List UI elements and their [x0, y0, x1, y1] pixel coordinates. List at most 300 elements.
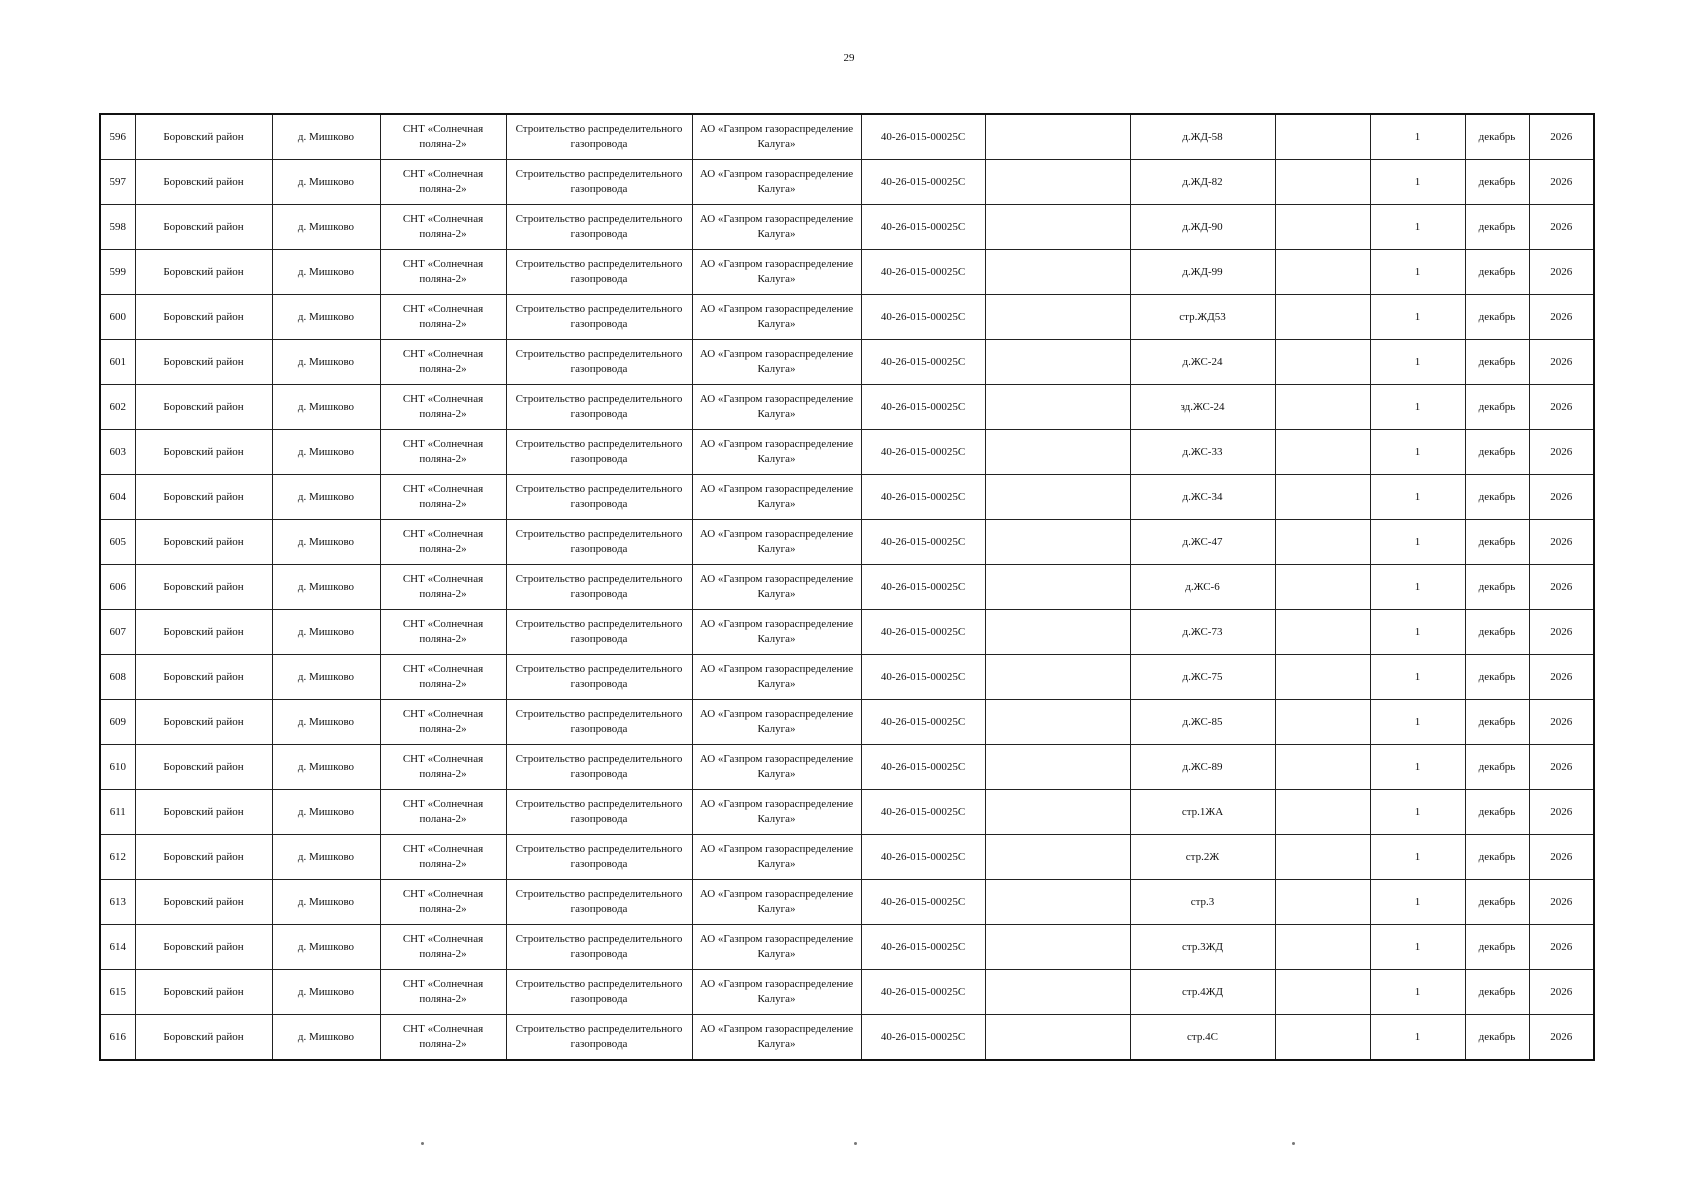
organization-cell: АО «Газпром газораспределение Калуга»: [692, 385, 861, 430]
registry-code-cell: 40-26-015-00025С: [861, 205, 985, 250]
district-cell: Боровский район: [135, 114, 272, 160]
registry-code-cell: 40-26-015-00025С: [861, 790, 985, 835]
registry-code-cell: 40-26-015-00025С: [861, 340, 985, 385]
empty-cell-cell: [985, 114, 1130, 160]
quantity-cell: 1: [1370, 205, 1465, 250]
month-cell: декабрь: [1465, 970, 1529, 1015]
organization-cell: АО «Газпром газораспределение Калуга»: [692, 340, 861, 385]
empty-cell-cell: [985, 295, 1130, 340]
district-cell: Боровский район: [135, 250, 272, 295]
empty-cell-cell: [1275, 610, 1370, 655]
organization-cell: АО «Газпром газораспределение Калуга»: [692, 114, 861, 160]
object-name-cell: СНТ «Солнечная поляна-2»: [380, 385, 506, 430]
address-cell: д.ЖС-33: [1130, 430, 1275, 475]
object-name-cell: СНТ «Солнечная полана-2»: [380, 790, 506, 835]
row-number-cell: 614: [100, 925, 135, 970]
year-cell: 2026: [1529, 790, 1594, 835]
table-row: [100, 250, 1594, 295]
registry-code-cell: 40-26-015-00025С: [861, 745, 985, 790]
quantity-cell: 1: [1370, 835, 1465, 880]
empty-cell-cell: [1275, 114, 1370, 160]
empty-cell-cell: [1275, 475, 1370, 520]
object-name-cell: СНТ «Солнечная поляна-2»: [380, 205, 506, 250]
settlement-cell: д. Мишково: [272, 205, 380, 250]
year-cell: 2026: [1529, 1015, 1594, 1061]
table-row: [100, 1015, 1594, 1061]
month-cell: декабрь: [1465, 430, 1529, 475]
settlement-cell: д. Мишково: [272, 610, 380, 655]
year-cell: 2026: [1529, 205, 1594, 250]
row-number-cell: 605: [100, 520, 135, 565]
row-number-cell: 604: [100, 475, 135, 520]
row-number-cell: 609: [100, 700, 135, 745]
empty-cell-cell: [985, 970, 1130, 1015]
empty-cell-cell: [1275, 655, 1370, 700]
organization-cell: АО «Газпром газораспределение Калуга»: [692, 520, 861, 565]
work-type-cell: Строительство распределительного газопровода: [506, 790, 692, 835]
month-cell: декабрь: [1465, 160, 1529, 205]
row-number-cell: 602: [100, 385, 135, 430]
registry-code-cell: 40-26-015-00025С: [861, 835, 985, 880]
settlement-cell: д. Мишково: [272, 790, 380, 835]
address-cell: зд.ЖС-24: [1130, 385, 1275, 430]
year-cell: 2026: [1529, 565, 1594, 610]
quantity-cell: 1: [1370, 700, 1465, 745]
registry-code-cell: 40-26-015-00025С: [861, 925, 985, 970]
organization-cell: АО «Газпром газораспределение Калуга»: [692, 475, 861, 520]
district-cell: Боровский район: [135, 385, 272, 430]
settlement-cell: д. Мишково: [272, 520, 380, 565]
empty-cell-cell: [1275, 700, 1370, 745]
quantity-cell: 1: [1370, 430, 1465, 475]
registry-code-cell: 40-26-015-00025С: [861, 250, 985, 295]
district-cell: Боровский район: [135, 205, 272, 250]
table-row: [100, 745, 1594, 790]
address-cell: д.ЖС-73: [1130, 610, 1275, 655]
address-cell: д.ЖС-47: [1130, 520, 1275, 565]
empty-cell-cell: [985, 610, 1130, 655]
organization-cell: АО «Газпром газораспределение Калуга»: [692, 430, 861, 475]
object-name-cell: СНТ «Солнечная поляна-2»: [380, 520, 506, 565]
settlement-cell: д. Мишково: [272, 1015, 380, 1061]
settlement-cell: д. Мишково: [272, 745, 380, 790]
settlement-cell: д. Мишково: [272, 925, 380, 970]
object-name-cell: СНТ «Солнечная поляна-2»: [380, 114, 506, 160]
empty-cell-cell: [1275, 295, 1370, 340]
organization-cell: АО «Газпром газораспределение Калуга»: [692, 970, 861, 1015]
settlement-cell: д. Мишково: [272, 565, 380, 610]
year-cell: 2026: [1529, 295, 1594, 340]
month-cell: декабрь: [1465, 565, 1529, 610]
empty-cell-cell: [985, 565, 1130, 610]
settlement-cell: д. Мишково: [272, 340, 380, 385]
quantity-cell: 1: [1370, 520, 1465, 565]
month-cell: декабрь: [1465, 475, 1529, 520]
quantity-cell: 1: [1370, 160, 1465, 205]
district-cell: Боровский район: [135, 655, 272, 700]
table-row: [100, 790, 1594, 835]
empty-cell-cell: [985, 160, 1130, 205]
empty-cell-cell: [985, 835, 1130, 880]
organization-cell: АО «Газпром газораспределение Калуга»: [692, 925, 861, 970]
table-row: [100, 340, 1594, 385]
year-cell: 2026: [1529, 655, 1594, 700]
address-cell: стр.1ЖА: [1130, 790, 1275, 835]
month-cell: декабрь: [1465, 700, 1529, 745]
settlement-cell: д. Мишково: [272, 835, 380, 880]
registry-code-cell: 40-26-015-00025С: [861, 880, 985, 925]
registry-code-cell: 40-26-015-00025С: [861, 970, 985, 1015]
work-type-cell: Строительство распределительного газопровода: [506, 925, 692, 970]
object-name-cell: СНТ «Солнечная поляна-2»: [380, 835, 506, 880]
work-type-cell: Строительство распределительного газопровода: [506, 1015, 692, 1061]
work-type-cell: Строительство распределительного газопровода: [506, 700, 692, 745]
object-name-cell: СНТ «Солнечная поляна-2»: [380, 1015, 506, 1061]
object-name-cell: СНТ «Солнечная поляна-2»: [380, 565, 506, 610]
empty-cell-cell: [1275, 925, 1370, 970]
empty-cell-cell: [1275, 205, 1370, 250]
gasification-table: [99, 113, 1595, 1061]
address-cell: д.ЖС-89: [1130, 745, 1275, 790]
row-number-cell: 600: [100, 295, 135, 340]
empty-cell-cell: [1275, 520, 1370, 565]
address-cell: стр.4ЖД: [1130, 970, 1275, 1015]
empty-cell-cell: [985, 340, 1130, 385]
empty-cell-cell: [985, 250, 1130, 295]
row-number-cell: 607: [100, 610, 135, 655]
organization-cell: АО «Газпром газораспределение Калуга»: [692, 880, 861, 925]
address-cell: стр.2Ж: [1130, 835, 1275, 880]
empty-cell-cell: [985, 790, 1130, 835]
object-name-cell: СНТ «Солнечная поляна-2»: [380, 925, 506, 970]
object-name-cell: СНТ «Солнечная поляна-2»: [380, 160, 506, 205]
month-cell: декабрь: [1465, 520, 1529, 565]
row-number-cell: 615: [100, 970, 135, 1015]
object-name-cell: СНТ «Солнечная поляна-2»: [380, 610, 506, 655]
district-cell: Боровский район: [135, 520, 272, 565]
empty-cell-cell: [985, 205, 1130, 250]
address-cell: д.ЖД-82: [1130, 160, 1275, 205]
empty-cell-cell: [985, 1015, 1130, 1061]
quantity-cell: 1: [1370, 475, 1465, 520]
table-row: [100, 835, 1594, 880]
registry-code-cell: 40-26-015-00025С: [861, 430, 985, 475]
work-type-cell: Строительство распределительного газопровода: [506, 520, 692, 565]
table-row: [100, 160, 1594, 205]
year-cell: 2026: [1529, 520, 1594, 565]
organization-cell: АО «Газпром газораспределение Калуга»: [692, 835, 861, 880]
table-row: [100, 430, 1594, 475]
year-cell: 2026: [1529, 745, 1594, 790]
registry-code-cell: 40-26-015-00025С: [861, 610, 985, 655]
organization-cell: АО «Газпром газораспределение Калуга»: [692, 205, 861, 250]
empty-cell-cell: [985, 385, 1130, 430]
empty-cell-cell: [985, 880, 1130, 925]
month-cell: декабрь: [1465, 295, 1529, 340]
table-row: [100, 114, 1594, 160]
month-cell: декабрь: [1465, 250, 1529, 295]
work-type-cell: Строительство распределительного газопровода: [506, 340, 692, 385]
scan-mark: [854, 1142, 857, 1145]
table-row: [100, 520, 1594, 565]
row-number-cell: 596: [100, 114, 135, 160]
work-type-cell: Строительство распределительного газопровода: [506, 114, 692, 160]
district-cell: Боровский район: [135, 340, 272, 385]
month-cell: декабрь: [1465, 1015, 1529, 1061]
object-name-cell: СНТ «Солнечная поляна-2»: [380, 880, 506, 925]
quantity-cell: 1: [1370, 565, 1465, 610]
quantity-cell: 1: [1370, 970, 1465, 1015]
month-cell: декабрь: [1465, 790, 1529, 835]
year-cell: 2026: [1529, 700, 1594, 745]
month-cell: декабрь: [1465, 385, 1529, 430]
year-cell: 2026: [1529, 160, 1594, 205]
year-cell: 2026: [1529, 610, 1594, 655]
scan-mark: [1292, 1142, 1295, 1145]
empty-cell-cell: [985, 655, 1130, 700]
year-cell: 2026: [1529, 880, 1594, 925]
settlement-cell: д. Мишково: [272, 250, 380, 295]
work-type-cell: Строительство распределительного газопровода: [506, 880, 692, 925]
empty-cell-cell: [985, 475, 1130, 520]
table-row: [100, 970, 1594, 1015]
quantity-cell: 1: [1370, 790, 1465, 835]
district-cell: Боровский район: [135, 1015, 272, 1061]
address-cell: д.ЖС-85: [1130, 700, 1275, 745]
year-cell: 2026: [1529, 430, 1594, 475]
district-cell: Боровский район: [135, 745, 272, 790]
work-type-cell: Строительство распределительного газопровода: [506, 430, 692, 475]
quantity-cell: 1: [1370, 610, 1465, 655]
registry-code-cell: 40-26-015-00025С: [861, 385, 985, 430]
empty-cell-cell: [1275, 880, 1370, 925]
organization-cell: АО «Газпром газораспределение Калуга»: [692, 565, 861, 610]
month-cell: декабрь: [1465, 610, 1529, 655]
year-cell: 2026: [1529, 970, 1594, 1015]
row-number-cell: 611: [100, 790, 135, 835]
registry-code-cell: 40-26-015-00025С: [861, 295, 985, 340]
object-name-cell: СНТ «Солнечная поляна-2»: [380, 970, 506, 1015]
address-cell: стр.4С: [1130, 1015, 1275, 1061]
work-type-cell: Строительство распределительного газопровода: [506, 205, 692, 250]
settlement-cell: д. Мишково: [272, 430, 380, 475]
row-number-cell: 599: [100, 250, 135, 295]
row-number-cell: 603: [100, 430, 135, 475]
district-cell: Боровский район: [135, 880, 272, 925]
empty-cell-cell: [1275, 160, 1370, 205]
month-cell: декабрь: [1465, 655, 1529, 700]
empty-cell-cell: [985, 925, 1130, 970]
row-number-cell: 610: [100, 745, 135, 790]
quantity-cell: 1: [1370, 1015, 1465, 1061]
month-cell: декабрь: [1465, 205, 1529, 250]
work-type-cell: Строительство распределительного газопровода: [506, 835, 692, 880]
registry-code-cell: 40-26-015-00025С: [861, 1015, 985, 1061]
work-type-cell: Строительство распределительного газопровода: [506, 565, 692, 610]
address-cell: д.ЖД-58: [1130, 114, 1275, 160]
settlement-cell: д. Мишково: [272, 475, 380, 520]
registry-code-cell: 40-26-015-00025С: [861, 475, 985, 520]
page-number: 29: [843, 52, 855, 64]
address-cell: стр.ЖД53: [1130, 295, 1275, 340]
object-name-cell: СНТ «Солнечная поляна-2»: [380, 250, 506, 295]
object-name-cell: СНТ «Солнечная поляна-2»: [380, 475, 506, 520]
quantity-cell: 1: [1370, 114, 1465, 160]
quantity-cell: 1: [1370, 880, 1465, 925]
empty-cell-cell: [1275, 835, 1370, 880]
table-row: [100, 385, 1594, 430]
settlement-cell: д. Мишково: [272, 114, 380, 160]
organization-cell: АО «Газпром газораспределение Калуга»: [692, 655, 861, 700]
work-type-cell: Строительство распределительного газопровода: [506, 745, 692, 790]
month-cell: декабрь: [1465, 745, 1529, 790]
settlement-cell: д. Мишково: [272, 970, 380, 1015]
empty-cell-cell: [1275, 565, 1370, 610]
district-cell: Боровский район: [135, 790, 272, 835]
address-cell: д.ЖС-6: [1130, 565, 1275, 610]
quantity-cell: 1: [1370, 745, 1465, 790]
object-name-cell: СНТ «Солнечная поляна-2»: [380, 340, 506, 385]
scan-mark: [421, 1142, 424, 1145]
registry-code-cell: 40-26-015-00025С: [861, 655, 985, 700]
row-number-cell: 608: [100, 655, 135, 700]
organization-cell: АО «Газпром газораспределение Калуга»: [692, 250, 861, 295]
organization-cell: АО «Газпром газораспределение Калуга»: [692, 1015, 861, 1061]
district-cell: Боровский район: [135, 475, 272, 520]
table-row: [100, 475, 1594, 520]
district-cell: Боровский район: [135, 610, 272, 655]
address-cell: д.ЖС-34: [1130, 475, 1275, 520]
empty-cell-cell: [1275, 340, 1370, 385]
work-type-cell: Строительство распределительного газопровода: [506, 610, 692, 655]
organization-cell: АО «Газпром газораспределение Калуга»: [692, 610, 861, 655]
work-type-cell: Строительство распределительного газопровода: [506, 250, 692, 295]
district-cell: Боровский район: [135, 925, 272, 970]
registry-code-cell: 40-26-015-00025С: [861, 565, 985, 610]
address-cell: стр.3ЖД: [1130, 925, 1275, 970]
table-row: [100, 295, 1594, 340]
empty-cell-cell: [985, 430, 1130, 475]
address-cell: стр.3: [1130, 880, 1275, 925]
month-cell: декабрь: [1465, 340, 1529, 385]
address-cell: д.ЖД-90: [1130, 205, 1275, 250]
empty-cell-cell: [985, 520, 1130, 565]
year-cell: 2026: [1529, 340, 1594, 385]
empty-cell-cell: [1275, 745, 1370, 790]
row-number-cell: 613: [100, 880, 135, 925]
object-name-cell: СНТ «Солнечная поляна-2»: [380, 295, 506, 340]
year-cell: 2026: [1529, 475, 1594, 520]
settlement-cell: д. Мишково: [272, 880, 380, 925]
district-cell: Боровский район: [135, 160, 272, 205]
organization-cell: АО «Газпром газораспределение Калуга»: [692, 295, 861, 340]
empty-cell-cell: [1275, 250, 1370, 295]
row-number-cell: 606: [100, 565, 135, 610]
quantity-cell: 1: [1370, 655, 1465, 700]
table-row: [100, 925, 1594, 970]
month-cell: декабрь: [1465, 880, 1529, 925]
empty-cell-cell: [1275, 385, 1370, 430]
year-cell: 2026: [1529, 835, 1594, 880]
empty-cell-cell: [1275, 790, 1370, 835]
empty-cell-cell: [985, 700, 1130, 745]
table-row: [100, 880, 1594, 925]
district-cell: Боровский район: [135, 835, 272, 880]
settlement-cell: д. Мишково: [272, 160, 380, 205]
year-cell: 2026: [1529, 250, 1594, 295]
empty-cell-cell: [985, 745, 1130, 790]
table-row: [100, 700, 1594, 745]
organization-cell: АО «Газпром газораспределение Калуга»: [692, 790, 861, 835]
table-body: [100, 114, 1594, 1060]
quantity-cell: 1: [1370, 340, 1465, 385]
row-number-cell: 598: [100, 205, 135, 250]
settlement-cell: д. Мишково: [272, 655, 380, 700]
organization-cell: АО «Газпром газораспределение Калуга»: [692, 745, 861, 790]
empty-cell-cell: [1275, 430, 1370, 475]
district-cell: Боровский район: [135, 295, 272, 340]
row-number-cell: 612: [100, 835, 135, 880]
work-type-cell: Строительство распределительного газопровода: [506, 385, 692, 430]
organization-cell: АО «Газпром газораспределение Калуга»: [692, 700, 861, 745]
year-cell: 2026: [1529, 114, 1594, 160]
year-cell: 2026: [1529, 925, 1594, 970]
quantity-cell: 1: [1370, 250, 1465, 295]
settlement-cell: д. Мишково: [272, 295, 380, 340]
work-type-cell: Строительство распределительного газопровода: [506, 160, 692, 205]
month-cell: декабрь: [1465, 114, 1529, 160]
empty-cell-cell: [1275, 1015, 1370, 1061]
registry-code-cell: 40-26-015-00025С: [861, 114, 985, 160]
registry-code-cell: 40-26-015-00025С: [861, 160, 985, 205]
year-cell: 2026: [1529, 385, 1594, 430]
quantity-cell: 1: [1370, 925, 1465, 970]
registry-code-cell: 40-26-015-00025С: [861, 700, 985, 745]
object-name-cell: СНТ «Солнечная поляна-2»: [380, 745, 506, 790]
address-cell: д.ЖД-99: [1130, 250, 1275, 295]
table-row: [100, 205, 1594, 250]
district-cell: Боровский район: [135, 700, 272, 745]
work-type-cell: Строительство распределительного газопровода: [506, 295, 692, 340]
registry-code-cell: 40-26-015-00025С: [861, 520, 985, 565]
quantity-cell: 1: [1370, 385, 1465, 430]
table-row: [100, 610, 1594, 655]
object-name-cell: СНТ «Солнечная поляна-2»: [380, 700, 506, 745]
table-row: [100, 565, 1594, 610]
row-number-cell: 601: [100, 340, 135, 385]
organization-cell: АО «Газпром газораспределение Калуга»: [692, 160, 861, 205]
table-row: [100, 655, 1594, 700]
object-name-cell: СНТ «Солнечная поляна-2»: [380, 655, 506, 700]
district-cell: Боровский район: [135, 565, 272, 610]
district-cell: Боровский район: [135, 970, 272, 1015]
row-number-cell: 616: [100, 1015, 135, 1061]
settlement-cell: д. Мишково: [272, 385, 380, 430]
district-cell: Боровский район: [135, 430, 272, 475]
work-type-cell: Строительство распределительного газопровода: [506, 475, 692, 520]
address-cell: д.ЖС-24: [1130, 340, 1275, 385]
month-cell: декабрь: [1465, 835, 1529, 880]
row-number-cell: 597: [100, 160, 135, 205]
empty-cell-cell: [1275, 970, 1370, 1015]
address-cell: д.ЖС-75: [1130, 655, 1275, 700]
work-type-cell: Строительство распределительного газопровода: [506, 655, 692, 700]
month-cell: декабрь: [1465, 925, 1529, 970]
quantity-cell: 1: [1370, 295, 1465, 340]
work-type-cell: Строительство распределительного газопровода: [506, 970, 692, 1015]
settlement-cell: д. Мишково: [272, 700, 380, 745]
object-name-cell: СНТ «Солнечная поляна-2»: [380, 430, 506, 475]
